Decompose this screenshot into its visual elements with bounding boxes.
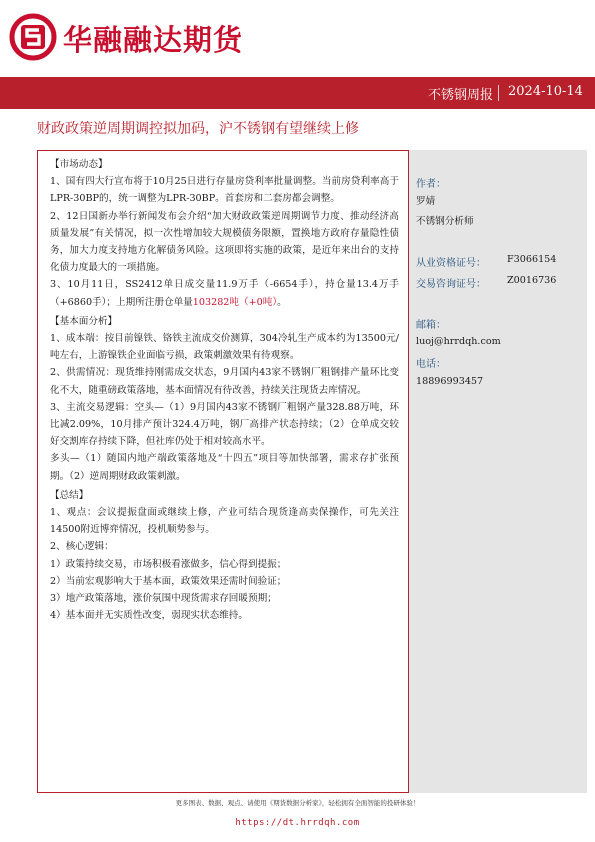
paragraph <box>50 276 399 310</box>
section-summary <box>50 487 399 625</box>
qualification-number: F3066154 <box>507 254 557 265</box>
paragraph: 1、成本端：按目前镍铁、铬铁主流成交价测算，304冷轧生产成本约为13500元/吨左右，上游镍铁企业面临亏损，政策刺激效果有待观察。 <box>50 333 399 362</box>
report-type: 不锈钢周报 <box>427 88 493 103</box>
section-market <box>50 156 399 311</box>
paragraph: 4）基本面并无实质性改变，弱现实状态维持。 <box>50 610 248 622</box>
paragraph: 2）当前宏观影响大于基本面，政策效果还需时间验证； <box>50 575 287 587</box>
main-content <box>37 150 409 793</box>
report-date: 2024-10-14 <box>508 84 583 99</box>
title-bar <box>0 77 595 109</box>
author-label: 作者： <box>416 179 446 190</box>
email-label: 邮箱： <box>416 320 446 331</box>
company-name: 华融融达期货 <box>63 23 244 57</box>
paragraph: 1、国有四大行宣布将于10月25日进行存量房贷利率批量调整。当前房贷利率高于LPR-30BP的，统一调整为LPR-30BP。首套房和二套房都会调整。 <box>50 176 399 205</box>
paragraph-tail: 。 <box>277 296 287 308</box>
section-title: 【基本面分析】 <box>50 315 118 327</box>
footer-link[interactable]: https://dt.hrrdqh.com <box>235 818 360 828</box>
section-title: 【总结】 <box>50 489 89 501</box>
author-name: 罗婧 <box>416 196 436 207</box>
warrant-highlight: 103282吨（+0吨） <box>192 296 278 308</box>
paragraph: 2、供需情况：现货维持刚需成交状态，9月国内43家不锈钢厂粗钢排产量环比变化不大，随重磅政策落地，基本面情况有待改善，持续关注现货去库情况。 <box>50 367 399 396</box>
paragraph: 2、核心逻辑： <box>50 541 114 553</box>
section-fundamentals <box>50 313 399 485</box>
author-sidebar <box>409 150 587 793</box>
report-headline: 财政政策逆周期调控拟加码，沪不锈钢有望继续上修 <box>37 121 359 137</box>
email-value[interactable]: luoj@hrrdqh.com <box>416 336 501 347</box>
phone-label: 电话： <box>416 359 446 370</box>
phone-value: 18896993457 <box>416 376 484 387</box>
footer-note: 更多图表、数据、观点、请使用《期货数据分析家》，轻松拥有全面智能的投研体验！ <box>175 799 420 807</box>
paragraph-text: 3、10月11日，SS2412单日成交量11.9万手（-6654手），持仓量13.4万手（+6860手）；上期所注册仓单量 <box>50 279 399 308</box>
qualification-label: 从业资格证号： <box>416 258 486 269</box>
paragraph: 1）政策持续交易，市场积极看涨做多，信心得到提振； <box>50 558 287 570</box>
paragraph: 1、观点：会议提振盘面或继续上修，产业可结合现货逢高卖保操作，可先关注14500附近博弈情况，投机顺势参与。 <box>50 507 399 536</box>
advisory-label: 交易咨询证号： <box>416 279 486 290</box>
company-logo-icon <box>9 13 57 61</box>
author-title: 不锈钢分析师 <box>416 216 474 227</box>
section-title: 【市场动态】 <box>50 159 108 170</box>
paragraph: 2、12日国新办举行新闻发布会介绍“加大财政政策逆周期调节力度、推动经济高质量发展”有关情况，拟一次性增加较大规模债务限额，置换地方政府存量隐性债务，加大力度支持地方化解债务风险。这项即将实施的政策，是近年来出台的支持化债力度最大的一项措施。 <box>50 210 399 274</box>
advisory-number: Z0016736 <box>507 275 557 286</box>
report-header <box>0 0 595 74</box>
paragraph: 3、主流交易逻辑：空头—（1）9月国内43家不锈钢厂粗钢产量328.88万吨，环比减2.09%，10月排产预计324.4万吨，钢厂高排产状态持续；（2）仓单成交较好交割库存持续下降，但社库仍处于相对较高水平。 <box>50 401 399 448</box>
paragraph: 3）地产政策落地，涨价氛围中现货需求存回暖预期； <box>50 593 277 605</box>
title-bar-divider <box>498 85 499 101</box>
paragraph: 多头—（1）随国内地产端政策落地及“十四五”项目等加快部署，需求存扩张预期。（2）逆周期财政政策刺激。 <box>50 453 399 482</box>
